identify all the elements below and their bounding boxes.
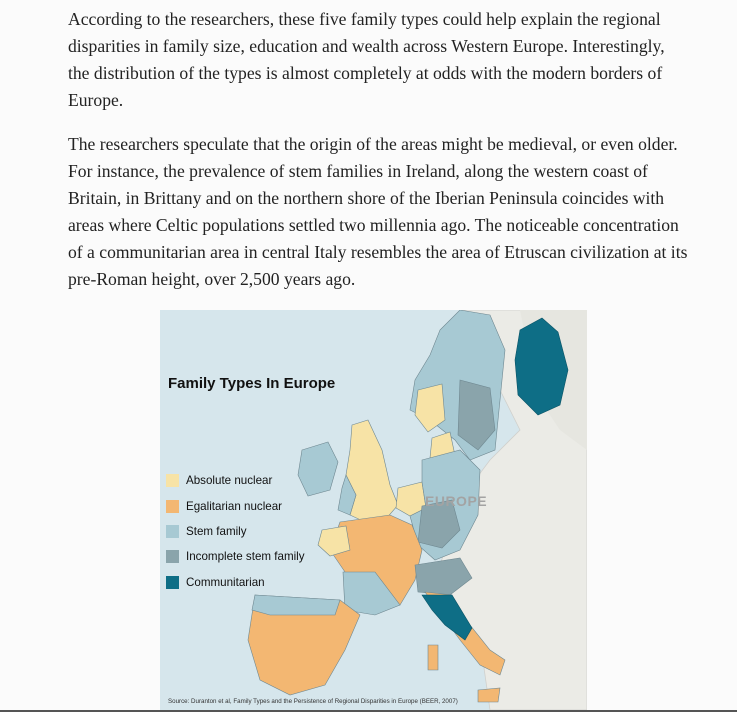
legend-label: Communitarian xyxy=(186,575,265,589)
legend-label: Stem family xyxy=(186,524,247,538)
legend-item-communitarian xyxy=(166,570,305,595)
legend-swatch-egalitarian-nuclear xyxy=(166,500,179,513)
legend-swatch-incomplete-stem-family xyxy=(166,550,179,563)
legend-item-stem-family xyxy=(166,519,305,544)
legend-item-absolute-nuclear xyxy=(166,468,305,493)
legend-swatch-stem-family xyxy=(166,525,179,538)
legend-item-incomplete-stem-family xyxy=(166,544,305,569)
article-paragraph-2: The researchers speculate that the origin of the areas might be medieval, or even older. For instance, the prevalence of stem families in Ireland, along the western coast of Britain, in Brittany and on the northern shore of the Iberian Peninsula coincides with areas where Celtic populations settled two millennia ago. The noticeable concentration of a communitarian area in central Italy resembles the area of Etruscan civilization at its pre-Roman height, over 2,500 years ago. xyxy=(68,134,688,289)
legend-swatch-absolute-nuclear xyxy=(166,474,179,487)
legend-label: Incomplete stem family xyxy=(186,550,305,564)
family-types-map-figure xyxy=(160,310,587,710)
legend-label: Absolute nuclear xyxy=(186,474,273,488)
article-paragraph-1: According to the researchers, these five family types could help explain the regional disparities in family size, education and wealth across Western Europe. Interestingly, the distribution of the types is almost completely at odds with the modern borders of Europe. xyxy=(68,9,665,110)
map-source-credit: Source: Duranton et al, Family Types and the Persistence of Regional Disparities in Europe (BEER, 2007) xyxy=(168,698,458,705)
legend-swatch-communitarian xyxy=(166,576,179,589)
legend-label: Egalitarian nuclear xyxy=(186,499,283,513)
map-region-label: EUROPE xyxy=(425,493,488,509)
map-title: Family Types In Europe xyxy=(168,375,336,392)
map-legend xyxy=(166,468,305,595)
legend-item-egalitarian-nuclear xyxy=(166,493,305,518)
